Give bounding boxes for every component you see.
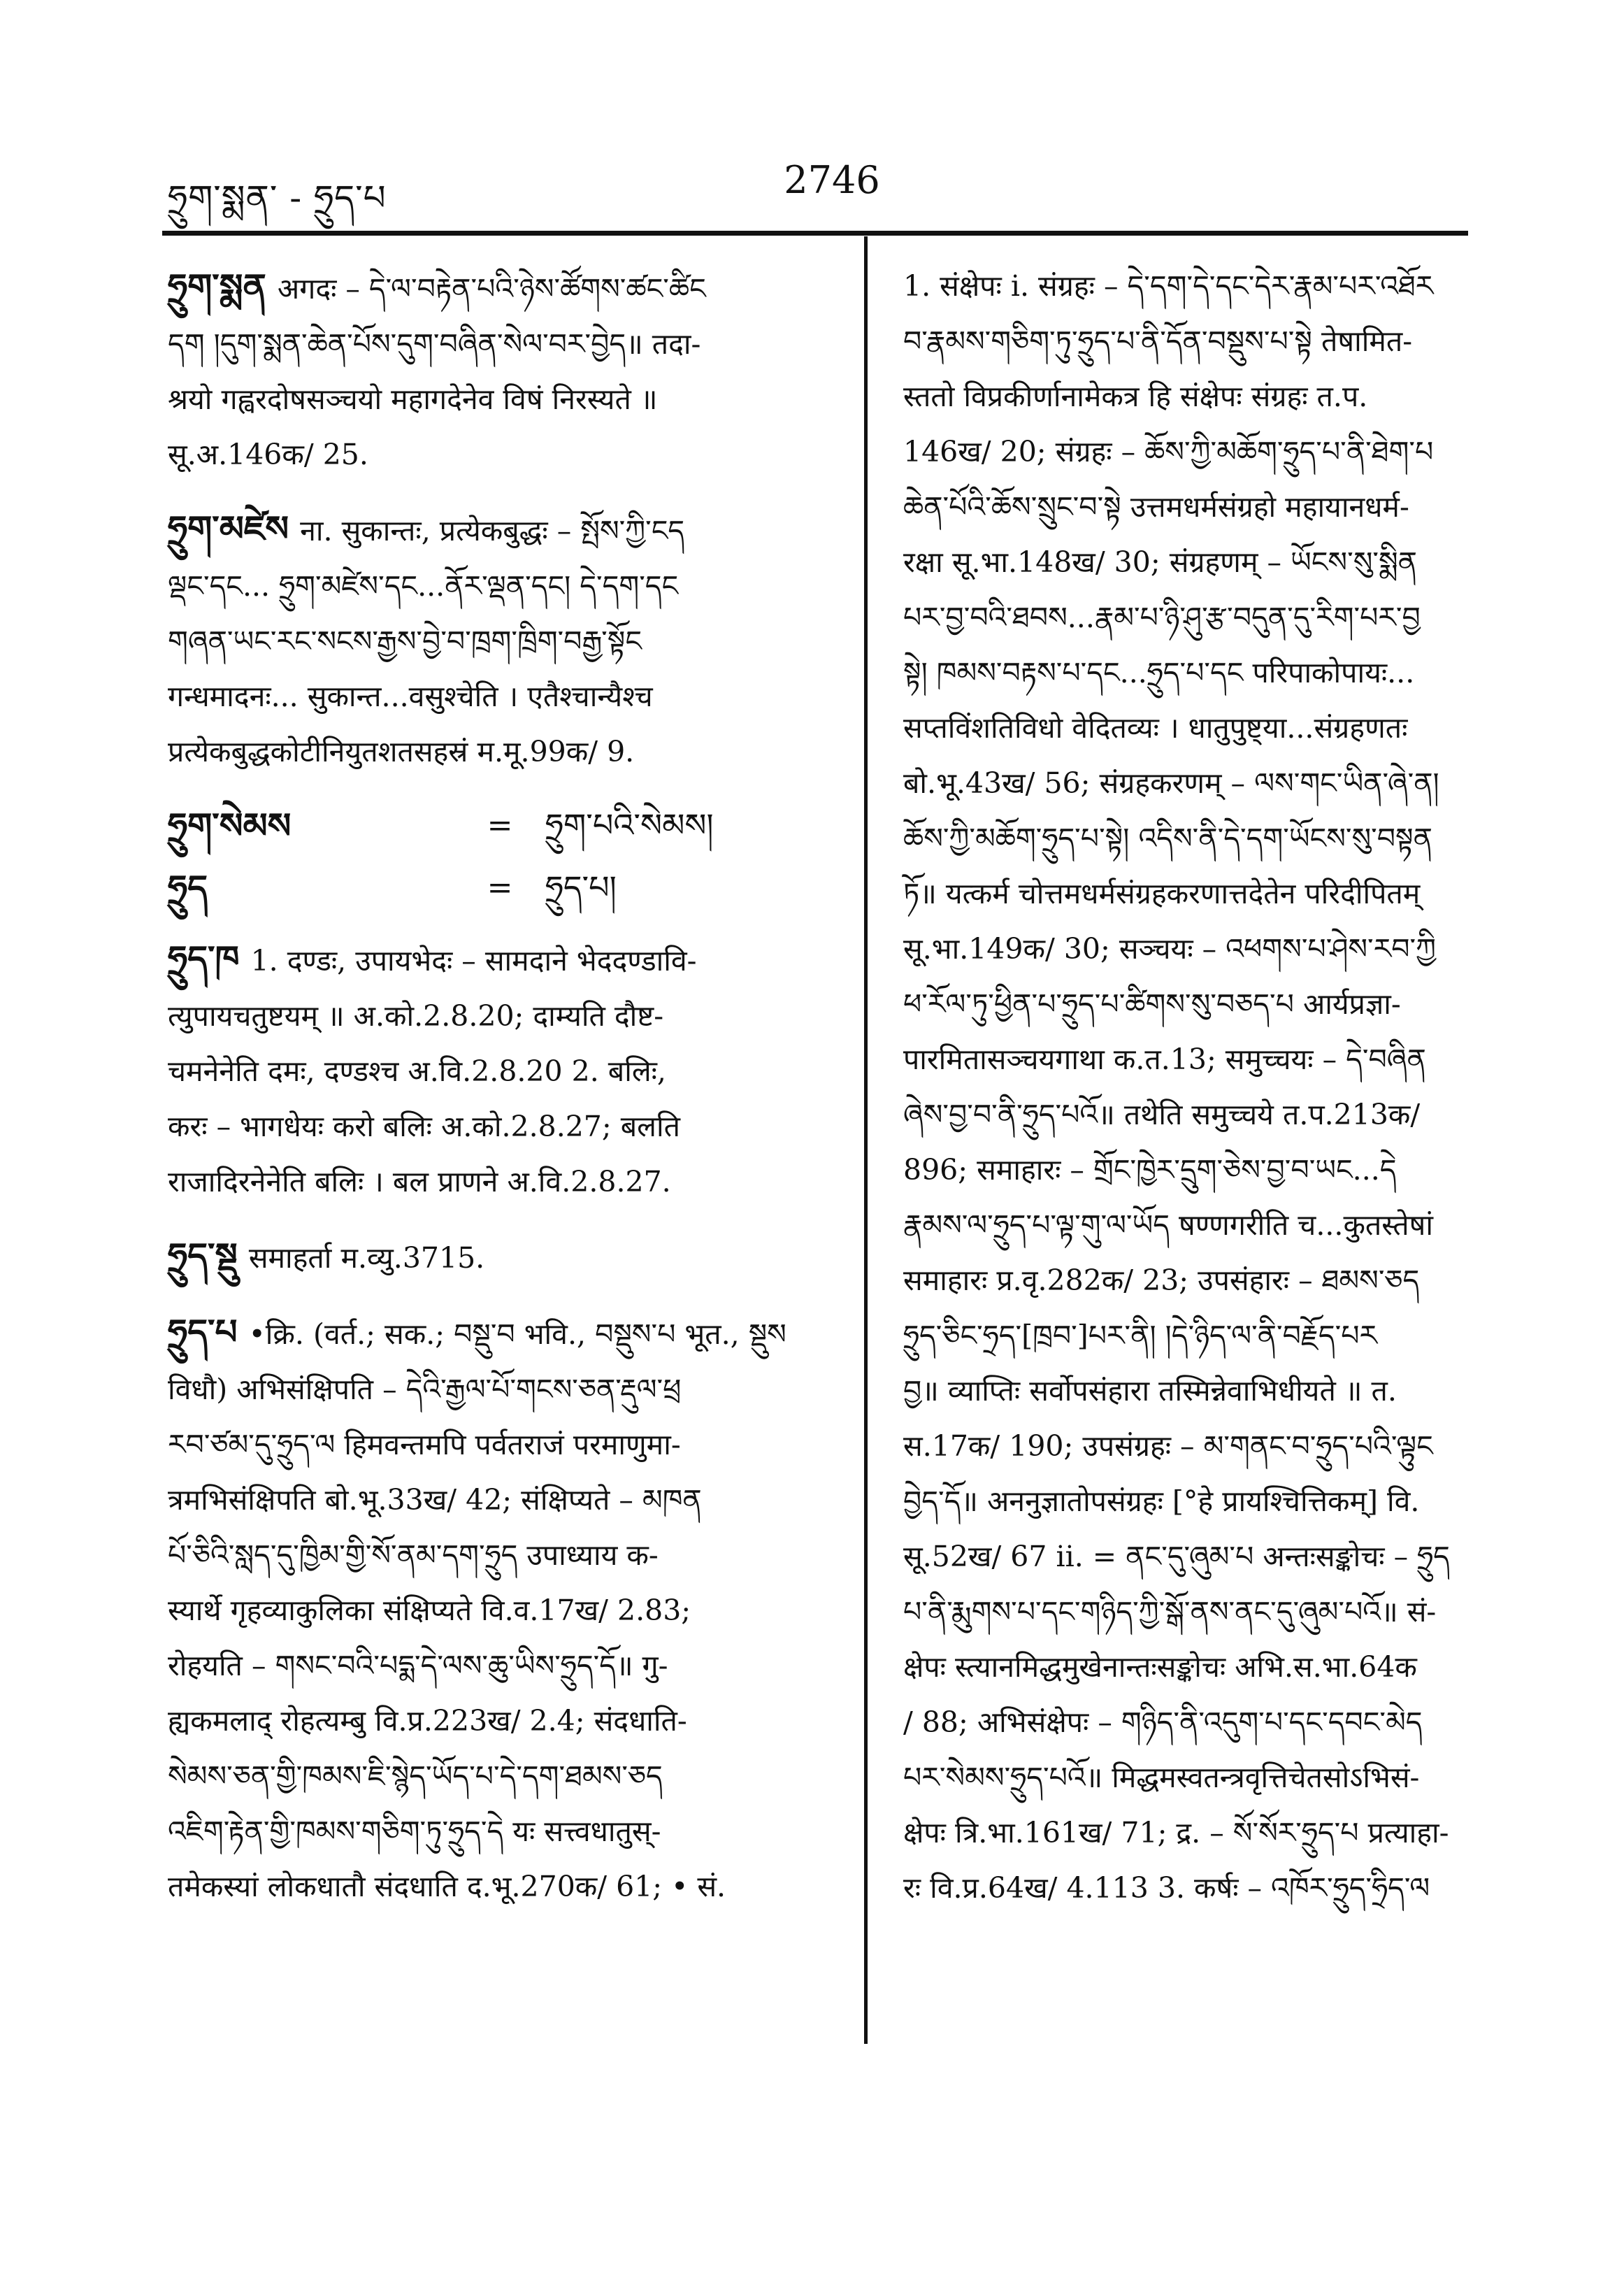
entry-text: བ་རྣམས་གཅིག་ཏུ་ཧྲུད་པ་ནི་དོན་བསྡུས་པ་སྟེ तेषामित- bbox=[903, 324, 1413, 358]
entry-text: ཆོས་ཀྱི་མཆོག་ཧྲུད་པ་སྟེ། འདིས་ནི་དེ་དག་ཡོངས་སུ་བསྟན bbox=[903, 822, 1433, 855]
entry-text: 1. दण्डः, उपायभेदः – सामदाने भेददण्डावि- bbox=[250, 944, 697, 978]
headword: ཧྲུད་སྡུ bbox=[168, 1235, 238, 1276]
entry-text: सप्तविंशतिविधो वेदितव्यः । धातुपुष्ट्या...संग्रहणतः bbox=[903, 711, 1408, 745]
cross-reference bbox=[168, 860, 818, 915]
entry-text: क्षेपः स्त्यानमिद्धमुखेनान्तःसङ्कोचः अभि.स.भा.64क bbox=[903, 1650, 1417, 1684]
entry-text: སེམས་ཅན་གྱི་ཁམས་ཇི་སྙེད་ཡོད་པ་དེ་དག་ཐམས་ཅད bbox=[168, 1759, 663, 1793]
entry-text: རབ་ཙམ་དུ་ཧྲུད་ལ हिमवन्तमपि पर्वतराजं परमाणुमा- bbox=[168, 1428, 681, 1461]
entry-text: ཞེས་བྱ་བ་ནི་ཧྲུད་པའོ॥ तथेति समुच्चये त.प.213क/ bbox=[903, 1098, 1421, 1131]
entry-text: འཇིག་རྟེན་གྱི་ཁམས་གཅིག་ཏུ་ཧྲུད་དེ यः सत्त्वधातुस्- bbox=[168, 1815, 661, 1848]
entry-text: विधौ) अभिसंक्षिपति – དེའི་རྒྱལ་པོ་གངས་ཅན་རྡུལ་ཕྲ bbox=[168, 1373, 682, 1406]
entry-text: स्ततो विप्रकीर्णानामेकत्र हि संक्षेपः संग्रहः त.प. bbox=[903, 380, 1368, 413]
entry-text: श्रयो गह्वरदोषसञ्चयो महागदेनेव विषं निरस्यते ॥ bbox=[168, 382, 658, 416]
entry-text: रोहयति – གསང་བའི་པདྨ་དེ་ལས་ཆུ་ཡིས་ཧྲུད་དོ॥ गु- bbox=[168, 1649, 668, 1682]
entry-text: अगदः – དེ་ལ་བརྟེན་པའི་ཉེས་ཚོགས་ཚང་ཚིང bbox=[277, 272, 706, 306]
entry-text: ཧྲུད་ཅིང་ཧྲད་[ཁྲབ་]པར་ནི། །དེ་ཉིད་ལ་ནི་བརྗོད་པར bbox=[903, 1319, 1378, 1352]
page-number: 2746 bbox=[784, 158, 880, 202]
entry-text: ལྡང་དང... ཧྲུག་མཛེས་དང...ནོར་ལྡན་དང། དེ་དག་དང bbox=[168, 569, 679, 603]
left-column bbox=[168, 259, 818, 1933]
entry-text: 146ख/ 20; संग्रहः – ཆོས་ཀྱི་མཆོག་ཧྲུད་པ་ནི་ཐེག་པ bbox=[903, 435, 1434, 468]
entry-text: सू.भा.149क/ 30; सञ्चयः – འཕགས་པ་ཤེས་རབ་ཀྱི bbox=[903, 932, 1436, 966]
entry-text: པ་ནི་རྨུགས་པ་དང་གཉིད་ཀྱི་སྒོ་ནས་ནང་དུ་ཞུམ་པའོ॥ सं- bbox=[903, 1595, 1437, 1629]
entry-text: དག །དུག་སྨན་ཆེན་པོས་དུག་བཞིན་སེལ་བར་བྱེད॥ तदा- bbox=[168, 327, 701, 361]
entry-text: ना. सुकान्तः, प्रत्येकबुद्धः – སྤོས་ཀྱི་ངད bbox=[300, 514, 685, 548]
entry-text: ཏོ॥ यत्कर्म चोत्तमधर्मसंग्रहकरणात्तदेतेन परिदीपितम् bbox=[903, 877, 1421, 910]
entry-text: པར་བྱ་བའི་ཐབས...རྣམ་པ་ཉི་ཤུ་རྩ་བདུན་དུ་རིག་པར་བྱ bbox=[903, 601, 1421, 634]
entry-text: 1. संक्षेपः i. संग्रहः – དེ་དག་དེ་དང་དེར་རྣམ་པར་འཐོར bbox=[903, 269, 1434, 303]
entry-text: समाहारः प्र.वृ.282क/ 23; उपसंहारः – ཐམས་ཅད bbox=[903, 1264, 1420, 1297]
dictionary-entry bbox=[168, 1228, 818, 1286]
headword: ཧྲུད་ཁ bbox=[168, 938, 240, 979]
headword: ཧྲུག་སྨན bbox=[168, 266, 266, 307]
headword: ཧྲུག་སེམས bbox=[168, 805, 292, 846]
entry-text: བྱ॥ व्याप्तिः सर्वोपसंहारा तस्मिन्नेवाभिधीयते ॥ त. bbox=[903, 1374, 1397, 1408]
entry-text: चमनेनेति दमः, दण्डश्च अ.वि.2.8.20 2. बलिः, bbox=[168, 1054, 666, 1088]
entry-text: रः वि.प्र.64ख/ 4.113 3. कर्षः – འཁོར་ཧྲུད་ཧྲིད་ལ bbox=[903, 1871, 1430, 1905]
entry-text: त्रमभिसंक्षिपति बो.भू.33ख/ 42; संक्षिप्यते – མཁན bbox=[168, 1483, 702, 1517]
entry-text: राजादिरनेनेति बलिः । बल प्राणने अ.वि.2.8.27. bbox=[168, 1165, 671, 1198]
equals-sign: = bbox=[487, 870, 513, 906]
dictionary-entry bbox=[168, 259, 818, 482]
right-column bbox=[903, 259, 1476, 1916]
entry-text: ཕ་རོལ་ཏུ་ཕྱིན་པ་ཧྲུད་པ་ཚིགས་སུ་བཅད་པ आर्यप्रज्ञा- bbox=[903, 987, 1401, 1021]
entry-text: सू.52ख/ 67 ii. = ནང་དུ་ཞུམ་པ अन्तःसङ्कोचः – ཧྲུད bbox=[903, 1540, 1450, 1573]
headword: ཧྲུད bbox=[168, 867, 208, 908]
entry-text: करः – भागधेयः करो बलिः अ.को.2.8.27; बलति bbox=[168, 1110, 680, 1143]
entry-text: स.17क/ 190; उपसंग्रहः – མ་གནང་བ་ཧྲུད་པའི་ལྟུང bbox=[903, 1429, 1433, 1463]
entry-text: བྱེད་དོ॥ अननुज्ञातोपसंग्रहः [°हे प्रायश्चित्तिकम्] वि. bbox=[903, 1484, 1420, 1518]
header-rule bbox=[162, 231, 1468, 236]
entry-text: बो.भू.43ख/ 56; संग्रहकरणम् – ལས་གང་ཡིན་ཞེ་ན། bbox=[903, 766, 1439, 800]
entry-text: प्रत्येकबुद्धकोटीनियुतशतसहस्रं म.मू.99क/ 9. bbox=[168, 735, 635, 768]
equals-sign: = bbox=[487, 808, 513, 843]
entry-text: རྣམས་ལ་ཧྲུད་པ་ལྟ་གུ་ལ་ཡོད षण्णगरीति च...कुतस्तेषां bbox=[903, 1208, 1433, 1242]
dictionary-entry bbox=[168, 501, 818, 780]
entry-text: ཆེན་པོའི་ཆོས་སྲུང་བ་སྟེ उत्तमधर्मसंग्रहो महायानधर्म- bbox=[903, 490, 1409, 524]
entry-text: समाहर्ता म.व्यु.3715. bbox=[248, 1241, 485, 1275]
headword: ཧྲུད་པ bbox=[168, 1311, 238, 1352]
cross-reference bbox=[168, 798, 818, 853]
entry-text: त्युपायचतुष्टयम् ॥ अ.को.2.8.20; दाम्यति दौष्ट- bbox=[168, 999, 664, 1033]
xref-target: ཧྲུད་པ། bbox=[545, 868, 617, 906]
headword: ཧྲུག་མཛེས bbox=[168, 508, 289, 549]
entry-text: 896; समाहारः – གྲོང་ཁྱེར་དྲུག་ཅེས་བྱ་བ་ཡང...དེ bbox=[903, 1153, 1397, 1187]
column-divider bbox=[864, 236, 868, 2044]
entry-text: पारमितासञ्चयगाथा क.त.13; समुच्चयः – དེ་བཞིན bbox=[903, 1043, 1426, 1076]
dictionary-entry bbox=[168, 1304, 818, 1915]
entry-text: སྟེ། ཁམས་བརྟས་པ་དང...ཧྲུད་པ་དང परिपाकोपायः... bbox=[903, 656, 1415, 689]
entry-text: गन्धमादनः... सुकान्त...वसुश्चेति । एतैश्चान्यैश्च bbox=[168, 680, 653, 713]
entry-text: / 88; अभिसंक्षेपः – གཉིད་ནི་འདུག་པ་དང་དབང་མེད bbox=[903, 1705, 1423, 1739]
entry-text: གཞན་ཡང་རང་སངས་རྒྱས་བྱེ་བ་ཁྲག་ཁྲིག་བརྒྱ་སྟོང bbox=[168, 624, 642, 658]
entry-text: པོ་ཅིའི་སླད་དུ་ཁྱིམ་གྱི་སོ་ནམ་དག་ཧྲུད उपाध्याय क- bbox=[168, 1538, 659, 1572]
entry-text: सू.अ.146क/ 25. bbox=[168, 438, 368, 471]
xref-target: ཧྲུག་པའི་སེམས། bbox=[545, 806, 714, 844]
entry-text: स्यार्थे गृहव्याकुलिका संक्षिप्यते वि.व.17ख/ 2.83; bbox=[168, 1594, 691, 1627]
entry-text: ह्यकमलाद् रोहत्यम्बु वि.प्र.223ख/ 2.4; संदधाति- bbox=[168, 1704, 687, 1738]
entry-text: रक्षा सू.भा.148ख/ 30; संग्रहणम् – ཡོངས་སུ་སྨིན bbox=[903, 545, 1418, 579]
entry-text: •क्रि. (वर्त.; सक.; བསྡུ་བ भवि., བསྡུས་པ भूत., སྡུས bbox=[248, 1317, 786, 1351]
entry-text: तमेकस्यां लोकधातौ संदधाति द.भू.270क/ 61; • सं. bbox=[168, 1870, 726, 1903]
entry-text: པར་སེམས་ཧྲུད་པའོ॥ मिद्धमस्वतन्त्रवृत्तिचेतसोऽभिसं- bbox=[903, 1761, 1420, 1794]
running-head: ཧྲུག་སྨན་ - ཧྲུད་པ bbox=[168, 178, 387, 218]
entry-text: क्षेपः त्रि.भा.161ख/ 71; द्र. – སོ་སོར་ཧྲུད་པ प्रत्याहा- bbox=[903, 1816, 1449, 1849]
dictionary-entry bbox=[168, 931, 818, 1210]
